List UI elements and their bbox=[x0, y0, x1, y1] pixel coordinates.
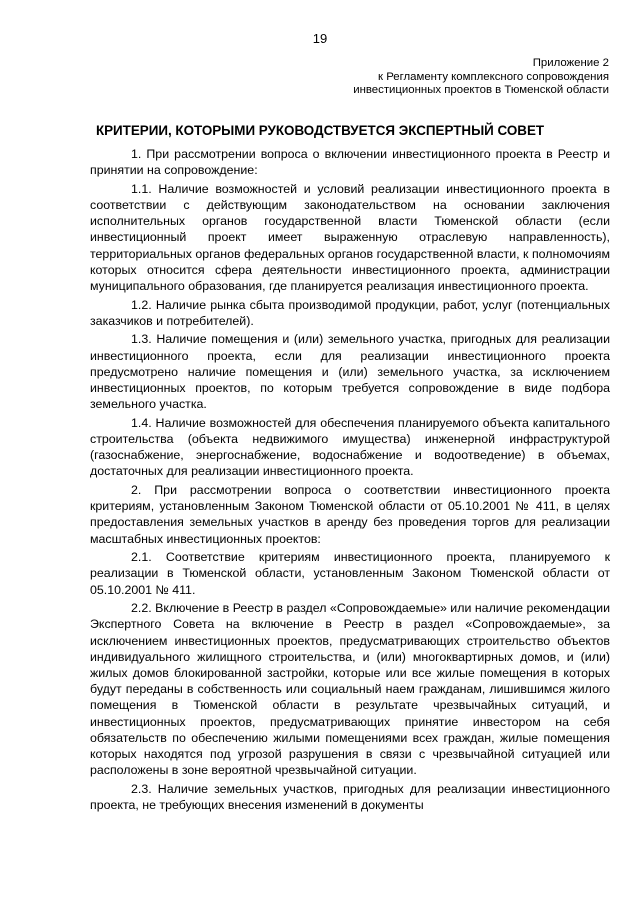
appendix-line: к Регламенту комплексного сопровождения bbox=[378, 70, 609, 83]
paragraph: 1.1. Наличие возможностей и условий реализации инвестиционного проекта в соответствии с действующим законодательством на основании заключения исполнительных органов государственной власти Тюменской области (если инвестиционный проект имеет выраженную отраслевую направленность), территориальных органов федеральных органов государственной власти, к полномочиям которых относится сфера деятельности инвестиционного проекта, администрации муниципального образования, где планируется реализация инвестиционного проекта. bbox=[90, 181, 610, 294]
appendix-line: Приложение 2 bbox=[532, 57, 609, 69]
document-body bbox=[90, 146, 610, 816]
paragraph: 2.3. Наличие земельных участков, пригодных для реализации инвестиционного проекта, не требующих внесения изменений в документы bbox=[90, 781, 610, 813]
document-title: КРИТЕРИИ, КОТОРЫМИ РУКОВОДСТВУЕТСЯ ЭКСПЕРТНЫЙ СОВЕТ bbox=[95, 123, 545, 138]
paragraph: 1.3. Наличие помещения и (или) земельного участка, пригодных для реализации инвестиционного проекта, если для реализации инвестиционного проекта предусмотрено наличие помещения и (или) земельного участка, за исключением инвестиционных проектов, по которым требуется сопровождение в виде подбора земельного участка. bbox=[90, 332, 610, 412]
paragraph: 1. При рассмотрении вопроса о включении инвестиционного проекта в Реестр и принятии на сопровождение: bbox=[90, 147, 610, 178]
appendix-header bbox=[353, 57, 609, 98]
paragraph: 1.2. Наличие рынка сбыта производимой продукции, работ, услуг (потенциальных заказчиков и потребителей). bbox=[90, 297, 610, 328]
paragraph: 1.4. Наличие возможностей для обеспечения планируемого объекта капитального строительства (объекта недвижимого имущества) инженерной инфраструктурой (газоснабжение, энергоснабжение, водоснабжение и водоотведение) в объемах, достаточных для реализации инвестиционного проекта. bbox=[90, 415, 610, 479]
paragraph: 2. При рассмотрении вопроса о соответствии инвестиционного проекта критериям, установленным Законом Тюменской области от 05.10.2001 № 411, в целях предоставления земельных участков в аренду без проведения торгов для реализации масштабных инвестиционных проектов: bbox=[90, 483, 610, 546]
paragraph: 2.1. Соответствие критериям инвестиционного проекта, планируемого к реализации в Тюменской области, установленным Законом Тюменской области от 05.10.2001 № 411. bbox=[90, 550, 610, 597]
paragraph: 2.2. Включение в Реестр в раздел «Сопровождаемые» или наличие рекомендации Экспертного Совета на включение в Реестр в раздел «Сопровождаемые», за исключением инвестиционных проектов, предусматривающих строительство объектов индивидуального жилищного строительства, и (или) многоквартирных домов, и (или) жилых домов блокированной застройки, которые или все жилые помещения в которых будут переданы в собственность или социальный наем гражданам, лишившимся жилого помещения в Тюменской области в результате чрезвычайных ситуаций, и инвестиционных проектов, предусматривающих принятие инвестором на себя обязательств по обеспечению жилыми помещениями всех граждан, жилые помещения которых находятся под угрозой разрушения в связи с чрезвычайной ситуацией или расположены в зоне вероятной чрезвычайной ситуации. bbox=[90, 601, 610, 778]
appendix-line: инвестиционных проектов в Тюменской области bbox=[353, 84, 609, 97]
page-number: 19 bbox=[312, 31, 328, 46]
